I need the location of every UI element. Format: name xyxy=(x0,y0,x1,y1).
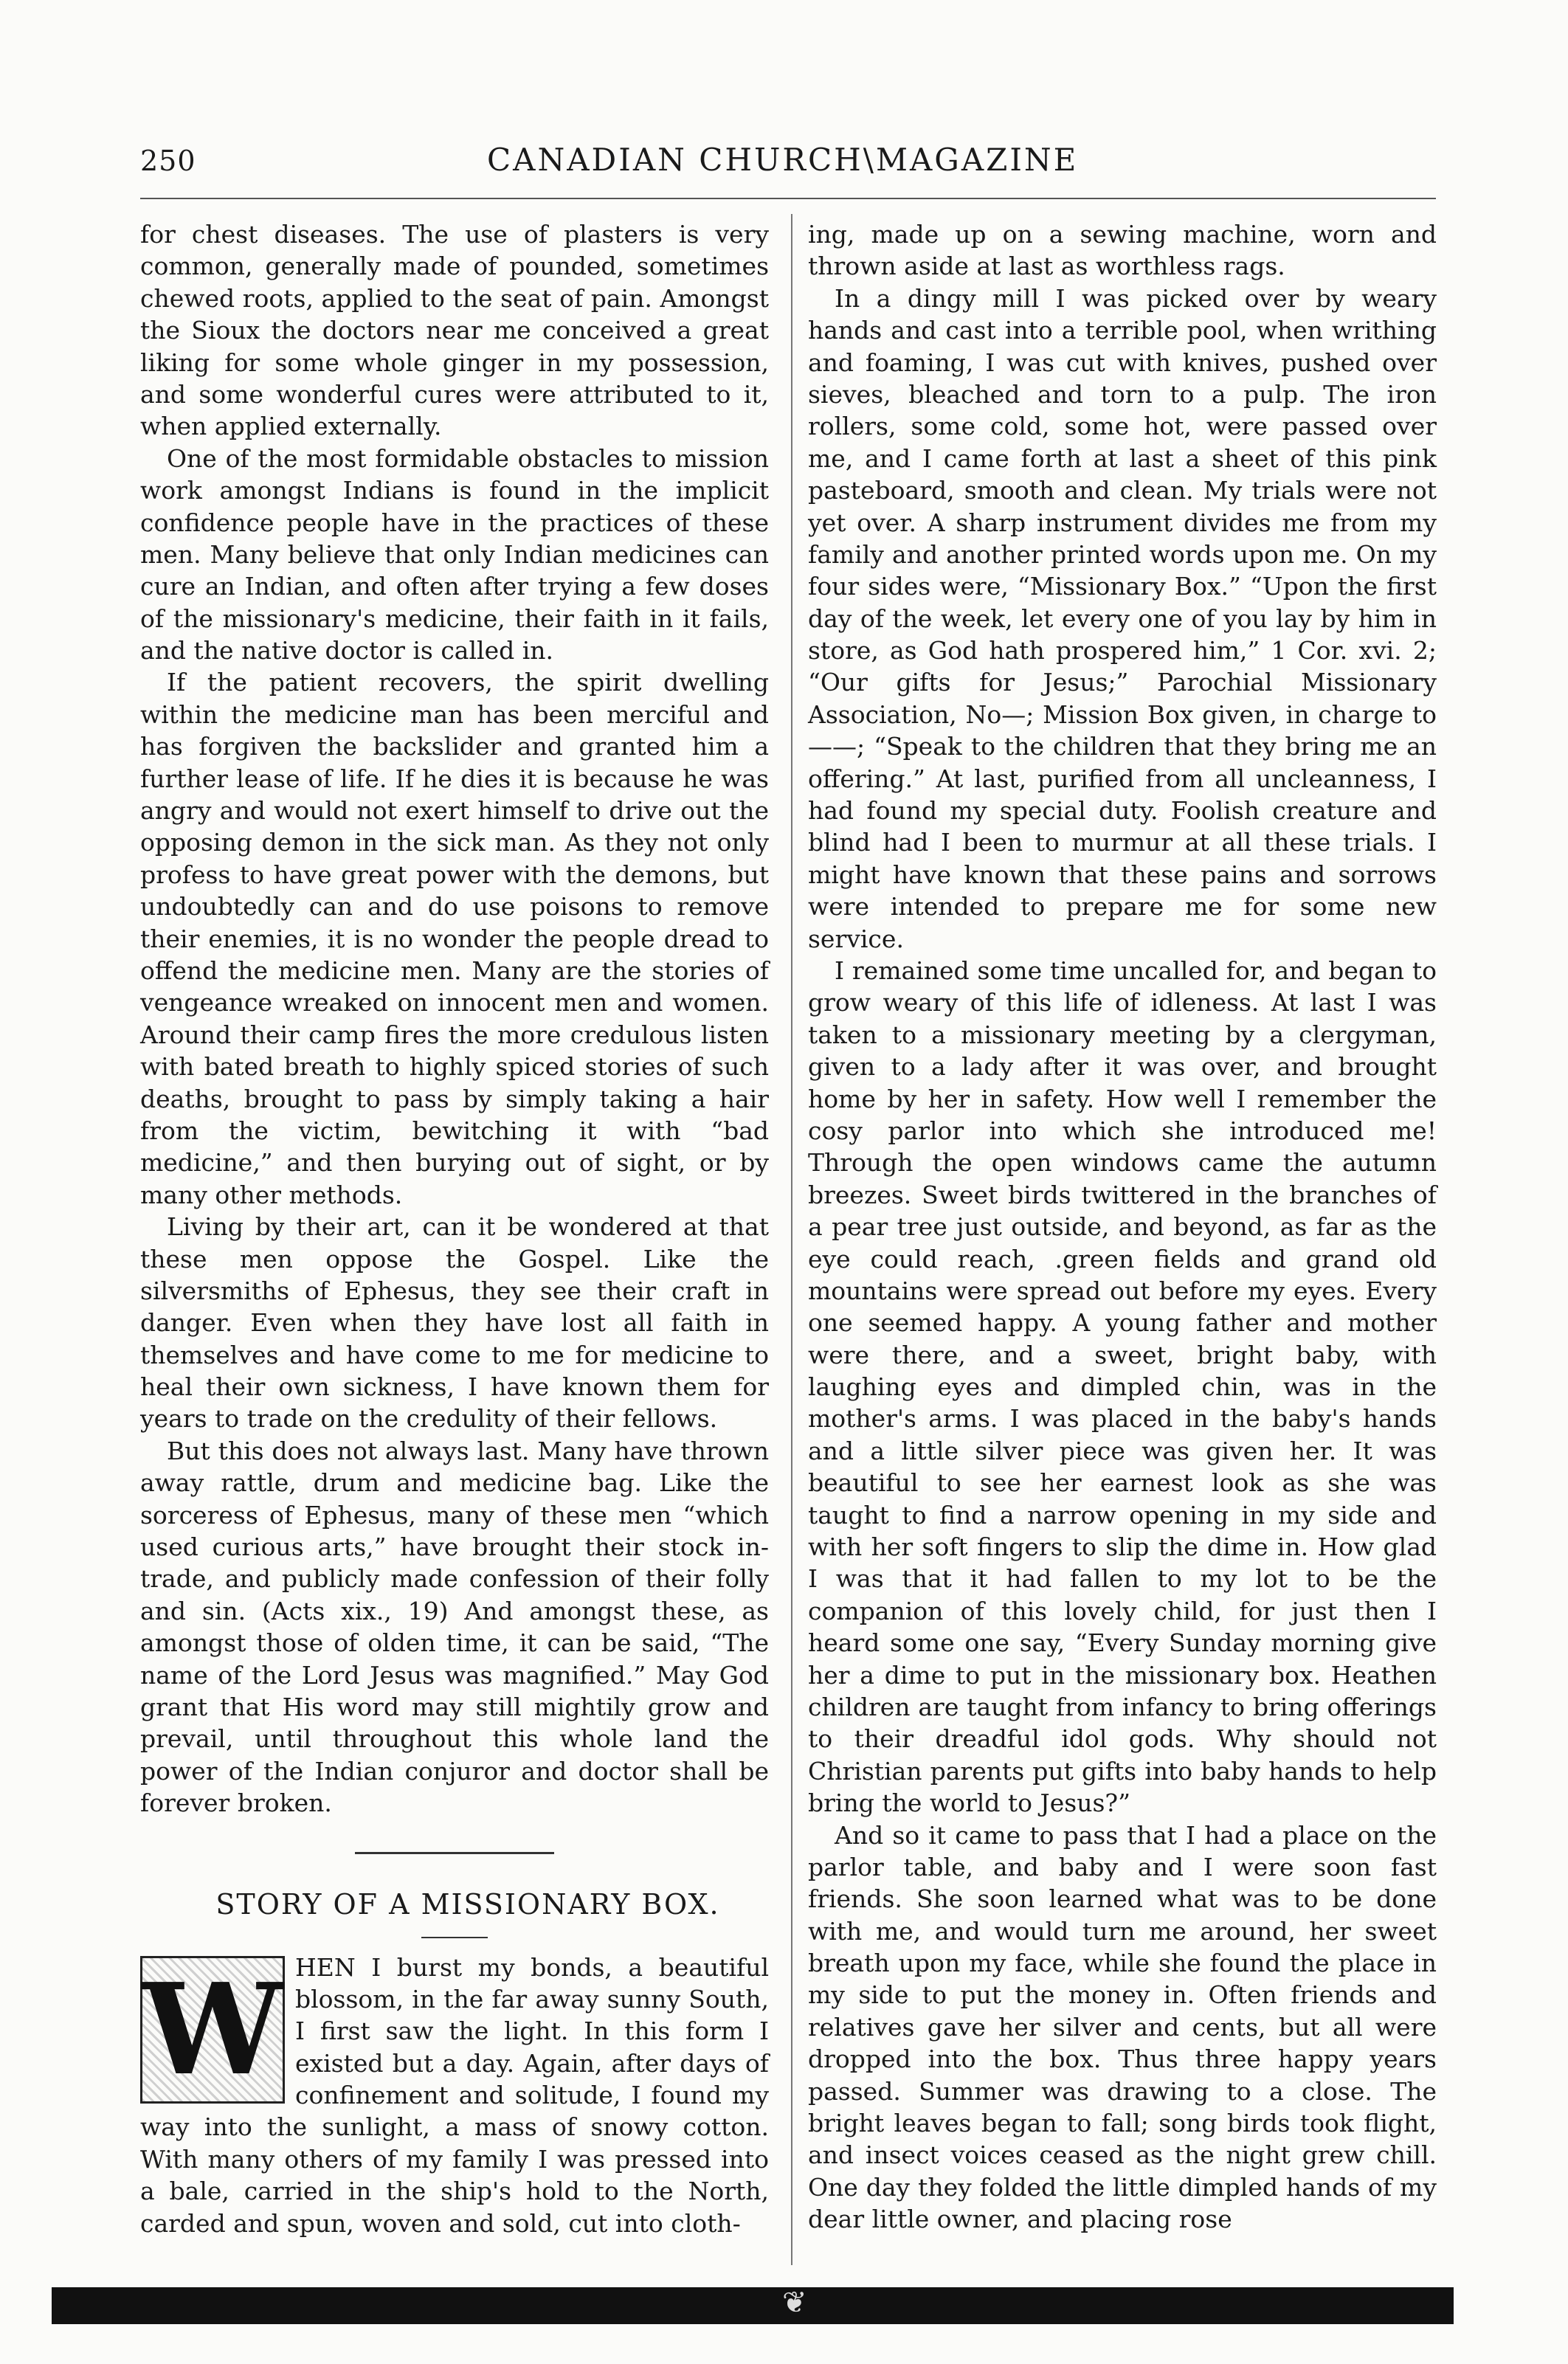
dropcap-letter: W xyxy=(142,1955,283,2104)
story-opening-text: HEN I burst my bonds, a beautiful blossom, in the far away sunny South, I first saw the light. In this form I existed but a day. Again, after days of confinement and solitude, I found my way into the sunlight, a mass of snowy cotton. With many others of my family I was pressed into a bale, carried in the ship's hold to the North, carded and spun, woven and sold, cut into cloth- xyxy=(140,1952,769,2238)
paragraph: One of the most formidable obstacles to mission work amongst Indians is found in the implicit confidence people have in the practices of these men. Many believe that only Indian medicines can cure an Indian, and often after trying a few doses of the missionary's medicine, their faith in it fails, and the native doctor is called in. xyxy=(140,443,769,666)
paragraph: ing, made up on a sewing machine, worn and thrown aside at last as worthless rags. xyxy=(808,220,1437,281)
running-head: CANADIAN CHURCH\MAGAZINE xyxy=(487,142,1079,178)
column-divider xyxy=(791,214,792,2265)
ornamental-dropcap xyxy=(140,1956,285,2104)
paragraph: for chest diseases. The use of plasters is very common, generally made of pounded, sometimes chewed roots, applied to the seat of pain. Amongst the Sioux the doctors near me conceived a great liking for some whole ginger in my possession, and some wonderful cures were attributed to it, when applied externally. xyxy=(140,220,769,441)
title-rule xyxy=(421,1937,488,1938)
paragraph: Living by their art, can it be wondered at that these men oppose the Gospel. Like the silversmiths of Ephesus, they see their craft in danger. Even when they have lost all faith in themselves and have come to me for medicine to heal their own sickness, I have known them for years to trade on the credulity of their fellows. xyxy=(140,1212,769,1434)
paragraph: I remained some time uncalled for, and began to grow weary of this life of idleness. At last I was taken to a missionary meeting by a clergyman, given to a lady after it was over, and brought home by her in safety. How well I remember the cosy parlor into which she introduced me! Through the open windows came the autumn breezes. Sweet birds twittered in the branches of a pear tree just outside, and beyond, as far as the eye could reach, .green fields and grand old mountains were spread out before my eyes. Every one seemed happy. A young father and mother were there, and a sweet, bright baby, with laughing eyes and dimpled chin, was in the mother's arms. I was placed in the baby's hands and a little silver piece was given her. It was beautiful to see her earnest look as she was taught to find a narrow opening in my side and with her soft fingers to slip the dime in. How glad I was that it had fallen to my lot to be the companion of this lovely child, for just then I heard some one say, “Every Sunday morning give her a dime to put in the missionary box. Heathen children are taught from infancy to bring offerings to their dreadful idol gods. Why should not Christian parents put gifts into baby hands to help bring the world to Jesus?” xyxy=(808,955,1437,1818)
ornament-icon: ❦ xyxy=(782,2286,807,2320)
left-column xyxy=(140,218,769,2239)
paragraph: If the patient recovers, the spirit dwelling within the medicine man has been merciful and has forgiven the backslider and granted him a further lease of life. If he dies it is because he was angry and would not exert himself to drive out the opposing demon in the sick man. As they not only profess to have great power with the demons, but undoubtedly can and do use poisons to remove their enemies, it is no wonder the people dread to offend the medicine men. Many are the stories of vengeance wreaked on innocent men and women. Around their camp fires the more credulous listen with bated breath to highly spiced stories of such deaths, brought to pass by simply taking a hair from the victim, bewitching it with “bad medicine,” and then burying out of sight, or by many other methods. xyxy=(140,668,769,1209)
page-bottom-edge xyxy=(52,2287,1454,2324)
story-opening-paragraph xyxy=(140,1952,769,2240)
paragraph: And so it came to pass that I had a place on the parlor table, and baby and I were soon fast friends. She soon learned what was to be done with me, and would turn me around, her sweet breath upon my face, while she found the place in my side to put the money in. Often friends and relatives gave her silver and cents, but all were dropped into the box. Thus three happy years passed. Summer was drawing to a close. The bright leaves began to fall; song birds took flight, and insect voices ceased as the night grew chill. One day they folded the little dimpled hands of my dear little owner, and placing rose xyxy=(808,1820,1437,2234)
right-column xyxy=(808,218,1437,2236)
header-rule xyxy=(140,198,1436,199)
page-number: 250 xyxy=(140,145,196,177)
paragraph: But this does not always last. Many have thrown away rattle, drum and medicine bag. Like the sorceress of Ephesus, many of these men “which used curious arts,” have brought their stock in-trade, and publicly made confession of their folly and sin. (Acts xix., 19) And amongst these, as amongst those of olden time, it can be said, “The name of the Lord Jesus was magnified.” May God grant that His word may still mightily grow and prevail, until throughout this whole land the power of the Indian conjuror and doctor shall be forever broken. xyxy=(140,1436,769,1818)
section-rule xyxy=(355,1852,554,1854)
story-title: STORY OF A MISSIONARY BOX. xyxy=(215,1887,720,1921)
paragraph: In a dingy mill I was picked over by weary hands and cast into a terrible pool, when writhing and foaming, I was cut with knives, pushed over sieves, bleached and torn to a pulp. The iron rollers, some cold, some hot, were passed over me, and I came forth at last a sheet of this pink pasteboard, smooth and clean. My trials were not yet over. A sharp instrument divides me from my family and another printed words upon me. On my four sides were, “Missionary Box.” “Upon the first day of the week, let every one of you lay by him in store, as God hath prospered him,” 1 Cor. xvi. 2; “Our gifts for Jesus;” Parochial Missionary Association, No—; Mission Box given, in charge to ——; “Speak to the children that they bring me an offering.” At last, purified from all uncleanness, I had found my special duty. Foolish creature and blind had I been to murmur at all these trials. I might have known that these pains and sorrows were intended to prepare me for some new service. xyxy=(808,283,1437,953)
